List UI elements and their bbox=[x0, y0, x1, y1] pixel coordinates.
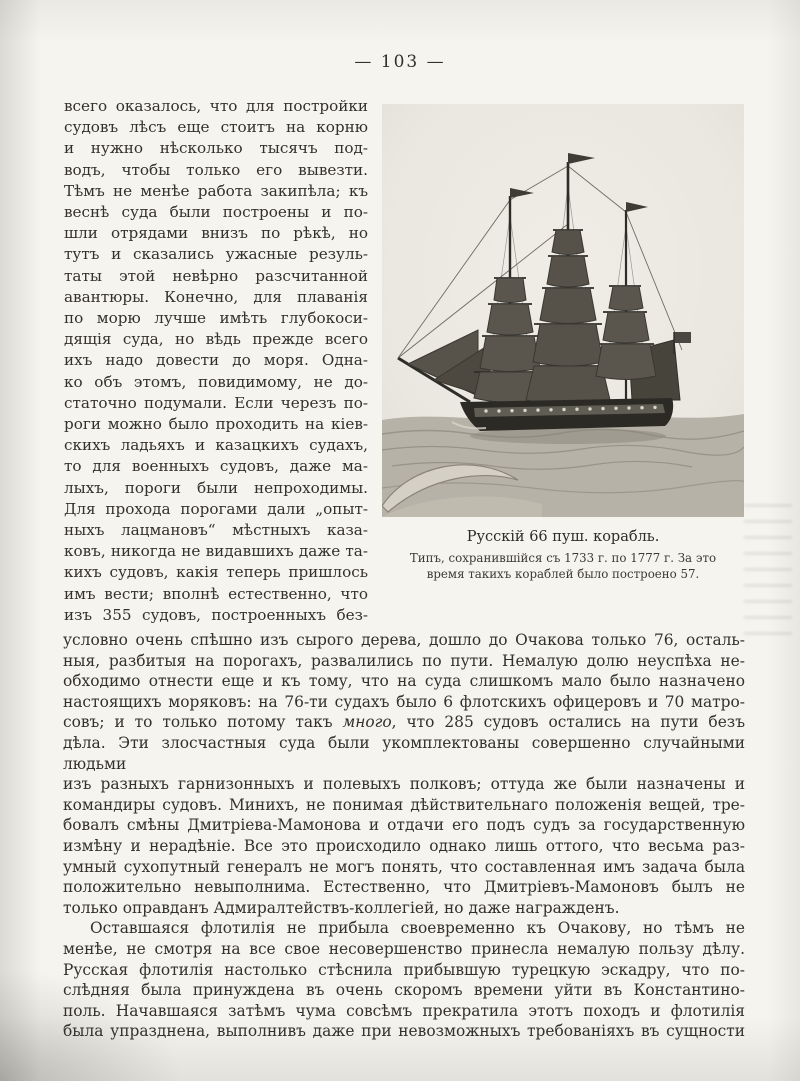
ship-engraving-svg bbox=[382, 104, 744, 517]
page-number: — 103 — bbox=[354, 52, 446, 72]
text-line: Тѣмъ не менѣе работа закипѣла; къ bbox=[64, 181, 368, 200]
text-line: по морю лучше имѣть глубокоси- bbox=[64, 309, 368, 328]
text-line bbox=[63, 712, 745, 733]
text-line: условно очень спѣшно изъ сырого дерева, дошло до Очакова только 76, осталь- bbox=[63, 631, 745, 649]
text-segment: , что 285 судовъ остались на пути безъ bbox=[391, 713, 745, 732]
text-line: дящія суда, но вѣдь прежде всего bbox=[64, 330, 368, 349]
left-column bbox=[64, 96, 368, 626]
text-line: умный сухопутный генералъ не могъ понять, что составленная имъ задача была bbox=[63, 857, 745, 876]
page-bleed-artifact bbox=[744, 498, 792, 648]
text-line: всего оказалось, что для постройки bbox=[64, 97, 368, 115]
text-line: то для военныхъ судовъ, даже ма- bbox=[64, 457, 368, 476]
text-line: тутъ и сказались ужасные резуль- bbox=[64, 245, 368, 264]
text-line bbox=[63, 898, 745, 919]
text-line: ныхъ лацмановъ“ мѣстныхъ каза- bbox=[64, 521, 368, 540]
text-line: менѣе, не смотря на все свое несовершенство принесла немалую пользу дѣлу. bbox=[63, 939, 745, 958]
text-line: была упразднена, выполнивъ даже при невозможныхъ требованіяхъ въ сущности bbox=[63, 1022, 745, 1041]
text-line: командиры судовъ. Минихъ, не понимая дѣйствительнаго положенія вещей, тре- bbox=[63, 795, 745, 814]
text-line: веснѣ суда были построены и по- bbox=[64, 203, 368, 222]
text-line: ныя, разбитыя на порогахъ, развалились по пути. Немалую долю неуспѣха не- bbox=[63, 651, 745, 670]
text-line: изъ разныхъ гарнизонныхъ и полевыхъ полковъ; оттуда же были назначены и bbox=[63, 775, 745, 794]
body-text bbox=[63, 630, 745, 1042]
text-line bbox=[63, 918, 745, 939]
text-line: скихъ ладьяхъ и казацкихъ судахъ, bbox=[64, 436, 368, 455]
text-line: Для прохода порогами дали „опыт- bbox=[64, 499, 368, 518]
text-segment: Оставшаяся флотилія не прибыла своевременно къ Очакову, но тѣмъ не bbox=[90, 919, 745, 938]
figure bbox=[368, 96, 748, 626]
text-line: положительно невыполнима. Естественно, что Дмитріевъ-Мамоновъ былъ не bbox=[63, 878, 745, 897]
text-line: имъ вести; вполнѣ естественно, что bbox=[64, 584, 368, 603]
text-line: измѣну и нерадѣніе. Все это происходило однако лишь оттого, что весьма раз- bbox=[63, 836, 745, 855]
text-line: таты этой невѣрно разсчитанной bbox=[64, 266, 368, 285]
text-segment: совъ; и то только потому такъ bbox=[63, 713, 343, 732]
text-line: и нужно нѣсколько тысячъ под- bbox=[64, 139, 368, 158]
figure-caption-text: Типъ, сохранившійся съ 1733 г. по 1777 г. За это время такихъ кораблей было построено 57. bbox=[409, 551, 717, 581]
text-line: лыхъ, пороги были непроходимы. bbox=[64, 478, 368, 497]
text-line: кихъ судовъ, какія теперь пришлось bbox=[64, 563, 368, 582]
emphasized-word: много bbox=[342, 713, 392, 732]
text-line: ковъ, никогда не видавшихъ даже та- bbox=[64, 542, 368, 561]
figure-caption-title: Русскій 66 пуш. корабль. bbox=[466, 529, 660, 545]
text-line: слѣдняя была принуждена въ очень скоромъ времени уйти въ Константино- bbox=[63, 981, 745, 1000]
text-line: ихъ надо довести до моря. Одна- bbox=[64, 351, 368, 370]
text-line: Русская флотилія настолько стѣснила прибывшую турецкую эскадру, что по- bbox=[63, 960, 745, 979]
text-line: судовъ лѣсъ еще стоитъ на корню bbox=[64, 118, 368, 137]
text-line: шли отрядами внизъ по рѣкѣ, но bbox=[64, 224, 368, 243]
text-line: роги можно было проходить на кіев- bbox=[64, 415, 368, 434]
text-line: обходимо отнести еще и къ тому, что на суда слишкомъ мало было назначено bbox=[63, 672, 745, 691]
text-line: водъ, чтобы только его вывезти. bbox=[64, 160, 368, 179]
ship-illustration bbox=[382, 104, 744, 517]
text-line: изъ 355 судовъ, построенныхъ без- bbox=[64, 605, 368, 624]
text-segment: только оправданъ Адмиралтействъ-коллегіей, но даже награжденъ. bbox=[63, 898, 620, 917]
text-line: статочно подумали. Если черезъ по- bbox=[64, 393, 368, 412]
text-line: бовалъ смѣны Дмитріева-Мамонова и отдачи его подъ судъ за государственную bbox=[63, 816, 745, 835]
text-line: дѣла. Эти злосчастныя суда были укомплектованы совершенно случайными людьми bbox=[63, 733, 745, 773]
text-line: поль. Начавшаяся затѣмъ чума совсѣмъ прекратила этотъ походъ и флотилія bbox=[63, 1001, 745, 1020]
text-line: авантюры. Конечно, для плаванія bbox=[64, 287, 368, 306]
text-line: ко объ этомъ, повидимому, не до- bbox=[64, 372, 368, 391]
top-section bbox=[64, 96, 748, 626]
text-line: настоящихъ моряковъ: на 76-ти судахъ было 6 флотскихъ офицеровъ и 70 матро- bbox=[63, 692, 745, 711]
